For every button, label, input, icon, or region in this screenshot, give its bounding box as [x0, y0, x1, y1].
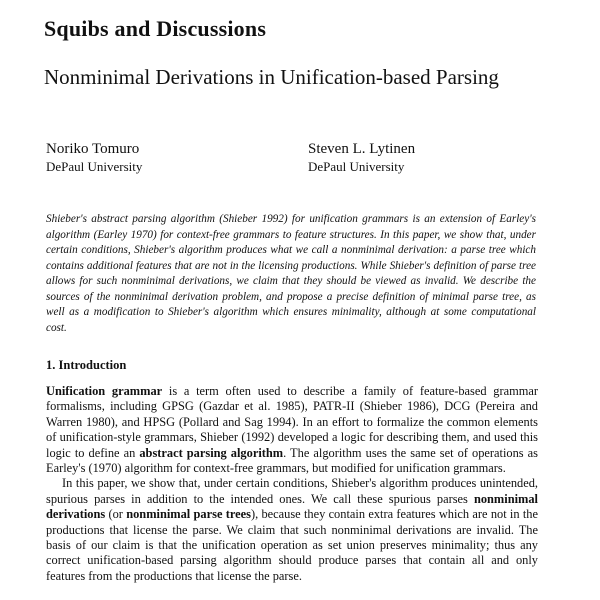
bold-term: abstract parsing algorithm [139, 445, 284, 460]
paragraph-text: In this paper, we show that, under certain conditions, Shieber's algorithm produces unintended, spurious parses in addition to the intended ones. We call these spurious parses [46, 476, 538, 506]
paragraph [46, 476, 538, 584]
bold-term: nonminimal derivations [46, 491, 538, 522]
author-affiliation: DePaul University [308, 159, 405, 174]
paper-title: Nonminimal Derivations in Unification-based Parsing [44, 65, 499, 90]
body-text [46, 384, 538, 584]
paragraph-text: . The algorithm uses the same set of operations as Earley's (1970) algorithm for context-free grammars, but modified for unification grammars. [46, 445, 539, 476]
author-affiliation: DePaul University [46, 159, 143, 174]
paragraph-text: is a term often used to describe a family of feature-based grammar formalisms, including GPSG (Gazdar et al. 1985), PATR-II (Shieber 1986), DCG (Pereira and Warren 1980), and HPSG (Pollard and Sag 1994). In an effort to formalize the common elements of unification-style grammars, Shieber (1992) developed a logic for describing them, and used this logic to define an [46, 384, 538, 460]
author-block [308, 140, 415, 176]
paragraph-text: ), because they contain extra features which are not in the productions that license the parse. We claim that such nonminimal derivations are invalid. The basis of our claim is that the unification operation as set union preserves minimality; thus any correct unification-based parsing algorithm should produce parses that contain all and only features from the productions that license the parse. [46, 507, 538, 583]
section-heading: 1. Introduction [46, 358, 127, 372]
section-title: Squibs and Discussions [44, 16, 267, 41]
paragraph-text: (or [105, 507, 127, 522]
paragraph [46, 384, 538, 476]
bold-term: Unification grammar [46, 384, 163, 398]
abstract: Shieber's abstract parsing algorithm (Shieber 1992) for unification grammars is an extension of Earley's algorithm (Earley 1970) for context-free grammars to feature structures. In this paper, we show that, under certain conditions, Shieber's algorithm produces what we call a nonminimal derivation: a parse tree which contains additional features that are not in the licensing productions. While Shieber's definition of parse tree allows for such nonminimal derivations, we claim that they should be viewed as invalid. We describe the sources of the nonminimal derivation problem, and propose a precise definition of minimal parse tree, as well as a modification to Shieber's algorithm which ensures minimality, although at some computational cost. [46, 213, 536, 334]
author-name: Steven L. Lytinen [308, 141, 416, 157]
author-name: Noriko Tomuro [46, 141, 140, 157]
author-block [46, 140, 142, 176]
bold-term: nonminimal parse trees [126, 507, 251, 522]
